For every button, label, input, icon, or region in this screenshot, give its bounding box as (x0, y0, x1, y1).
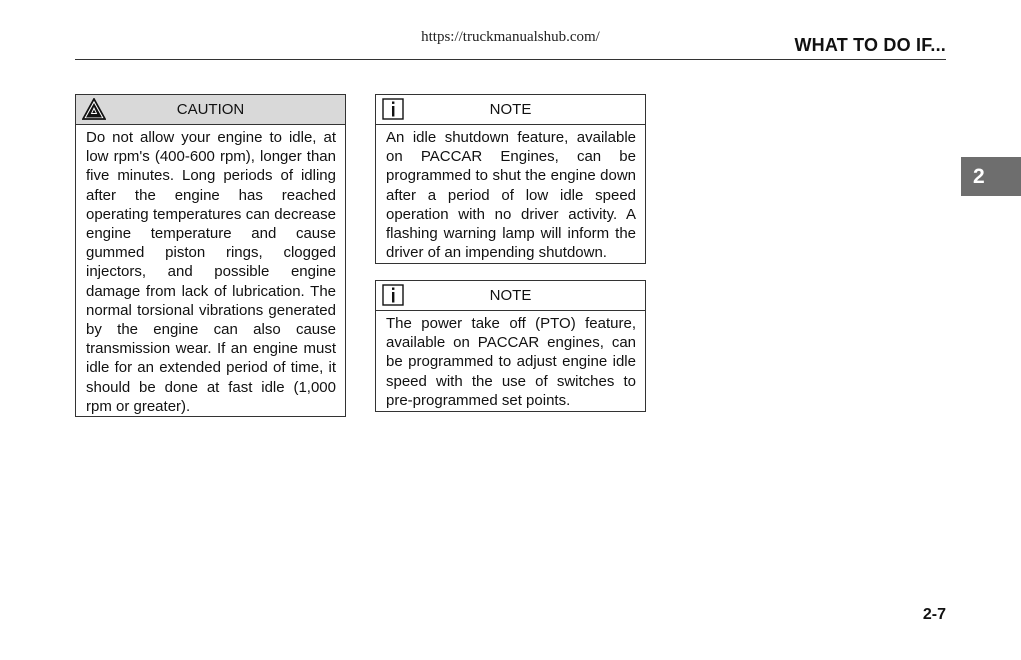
note-title: NOTE (489, 101, 532, 118)
caution-title: CAUTION (176, 101, 245, 118)
info-icon (382, 284, 406, 306)
section-title: WHAT TO DO IF... (794, 35, 946, 55)
page-number: 2-7 (922, 606, 946, 623)
note-text: An idle shutdown feature, available on PACCAR Engines, can be programmed to shut the engine down after a period of low idle speed operation with no driver activity. A flashing warning lamp will inform the driver of an impending shutdown. (386, 129, 636, 262)
note-box-pto (375, 280, 646, 412)
note-box-idle-shutdown (375, 94, 646, 264)
caution-header (76, 95, 345, 125)
note-header (376, 281, 645, 311)
info-icon (382, 98, 406, 120)
note-header (376, 95, 645, 125)
caution-text: Do not allow your engine to idle, at low rpm's (400-600 rpm), longer than five minutes. Long periods of idling after the engine has reached operating temperatures can decrease engine temperature and cause gummed piston rings, clogged injectors, and possible engine damage from lack of lubrication. The normal torsional vibrations generated by the engine can also cause transmission wear. If an engine must idle for an extended period of time, it should be done at fast idle (1,000 rpm or greater). (86, 129, 336, 415)
note-text: The power take off (PTO) feature, available on PACCAR engines, can be programmed to adjust engine idle speed with the use of switches to pre-programmed set points. (386, 315, 636, 409)
caution-box (75, 94, 346, 417)
warning-triangle-icon (82, 98, 106, 120)
header-rule (75, 59, 946, 60)
chapter-tab: 2 (961, 157, 1021, 196)
note-title: NOTE (489, 287, 532, 304)
source-url: https://truckmanualshub.com/ (421, 29, 600, 45)
